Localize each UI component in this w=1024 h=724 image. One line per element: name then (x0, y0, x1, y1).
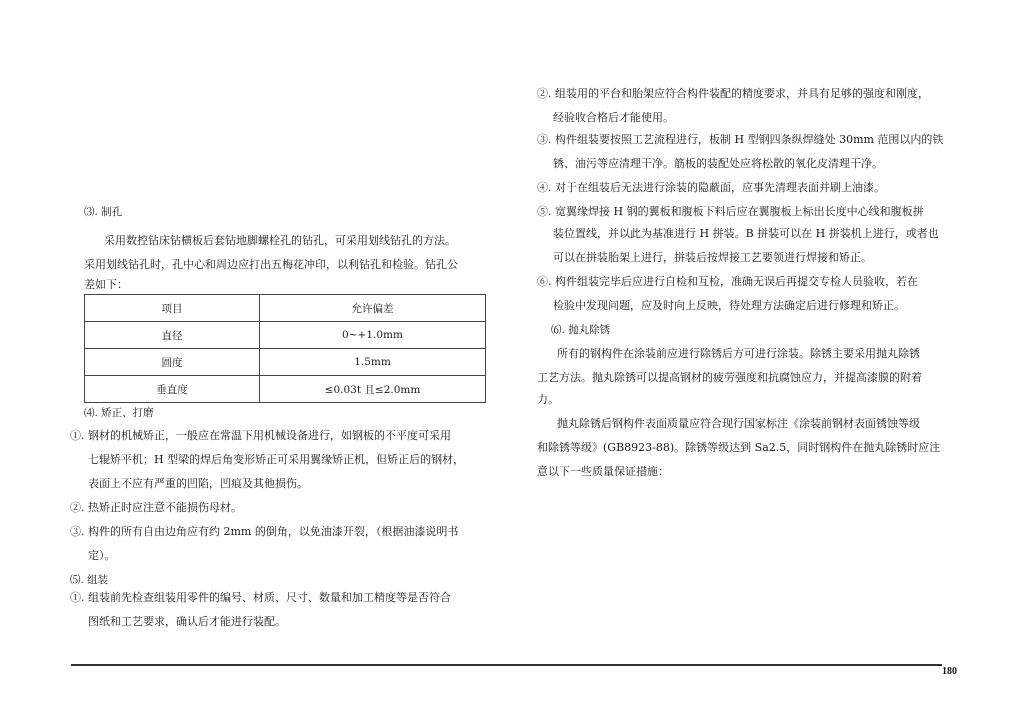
paragraph-line: 采用划线钻孔时，孔中心和周边应打出五梅花冲印，以利钻孔和检验。钻孔公 (84, 258, 458, 271)
table-header-item: 项目 (85, 295, 260, 322)
paragraph-line: ⑤. 宽翼缘焊接 H 钢的翼板和腹板下料后应在翼腹板上标出长度中心线和腹板拼 (537, 205, 924, 218)
paragraph-line: ①. 钢材的机械矫正，一般应在常温下用机械设备进行，如钢板的不平度可采用 (70, 429, 451, 442)
tolerance-table (84, 294, 486, 403)
table-cell: 直径 (85, 322, 260, 349)
table-row (85, 376, 486, 403)
section-title-shot-blasting: ⑹. 抛丸除锈 (551, 324, 611, 336)
section-title-assembly: ⑸. 组装 (70, 574, 109, 586)
paragraph-line: ②. 组装用的平台和胎架应符合构件装配的精度要求，并具有足够的强度和刚度， (537, 87, 929, 100)
section-title-straightening: ⑷. 矫正、打磨 (84, 407, 154, 419)
paragraph-line: ①. 组装前先检查组装用零件的编号、材质、尺寸、数量和加工精度等是否符合 (70, 591, 451, 604)
paragraph-line: 定）。 (88, 549, 116, 562)
paragraph-line: 锈、油污等应清理干净。筋板的装配处应将松散的氧化皮清理干净。 (553, 157, 883, 170)
paragraph-line: ⑥. 构件组装完毕后应进行自检和互检，准确无误后再提交专检人员验收，若在 (537, 275, 918, 288)
paragraph-line: 差如下： (84, 278, 128, 291)
paragraph-line: 图纸和工艺要求，确认后才能进行装配。 (88, 615, 286, 628)
paragraph-line: 装位置线，并以此为基准进行 H 拼装。B 拼装可以在 H 拼装机上进行，或者也 (553, 227, 939, 240)
paragraph-line: 工艺方法。抛丸除锈可以提高钢材的疲劳强度和抗腐蚀应力，并提高漆膜的附着 (537, 371, 922, 384)
table-row (85, 349, 486, 376)
paragraph-line: 意以下一些质量保证措施： (537, 465, 669, 478)
table-row (85, 322, 486, 349)
table-cell: 0~+1.0mm (260, 322, 486, 349)
paragraph-line: 可以在拼装胎架上进行，拼装后按焊接工艺要领进行焊接和矫正。 (553, 251, 872, 264)
paragraph-line: ③. 构件组装要按照工艺流程进行，板制 H 型钢四条纵焊缝处 30mm 范围以内的铁 (537, 133, 944, 146)
paragraph-line: ③. 构件的所有自由边角应有约 2mm 的倒角，以免油漆开裂，（根据油漆说明书 (70, 525, 459, 538)
paragraph-line: ④. 对于在组装后无法进行涂装的隐蔽面，应事先清理表面并刷上油漆。 (537, 181, 885, 194)
paragraph-line: 经验收合格后才能使用。 (553, 111, 674, 124)
paragraph-line: 采用数控钻床钻横板后套钻地脚螺栓孔的钻孔，可采用划线钻孔的方法。 (104, 234, 456, 247)
paragraph-line: 和除锈等级》(GB8923-88)。除锈等级达到 Sa2.5，同时钢构件在抛丸除锈时应注 (537, 441, 941, 454)
paragraph-line: 所有的钢构件在涂装前应进行除锈后方可进行涂装。除锈主要采用抛丸除锈 (557, 347, 920, 360)
table-header-tolerance: 允许偏差 (260, 295, 486, 322)
footer-rule (71, 664, 942, 666)
table-cell: 圆度 (85, 349, 260, 376)
paragraph-line: 七辊矫平机；H 型梁的焊后角变形矫正可采用翼缘矫正机，但矫正后的钢材， (88, 453, 465, 466)
paragraph-line: ②. 热矫正时应注意不能损伤母材。 (70, 501, 242, 514)
paragraph-line: 力。 (537, 393, 559, 406)
table-cell: 垂直度 (85, 376, 260, 403)
page-number: 180 (942, 666, 957, 677)
table-cell: ≤0.03t 且≤2.0mm (260, 376, 486, 403)
paragraph-line: 表面上不应有严重的凹陷，凹痕及其他损伤。 (88, 477, 308, 490)
section-title-drilling: ⑶. 制孔 (84, 206, 123, 218)
table-header-row (85, 295, 486, 322)
paragraph-line: 抛丸除锈后钢构件表面质量应符合现行国家标注《涂装前钢材表面锈蚀等级 (557, 417, 920, 430)
table-cell: 1.5mm (260, 349, 486, 376)
paragraph-line: 检验中发现问题，应及时向上反映，待处理方法确定后进行修理和矫正。 (553, 299, 905, 312)
